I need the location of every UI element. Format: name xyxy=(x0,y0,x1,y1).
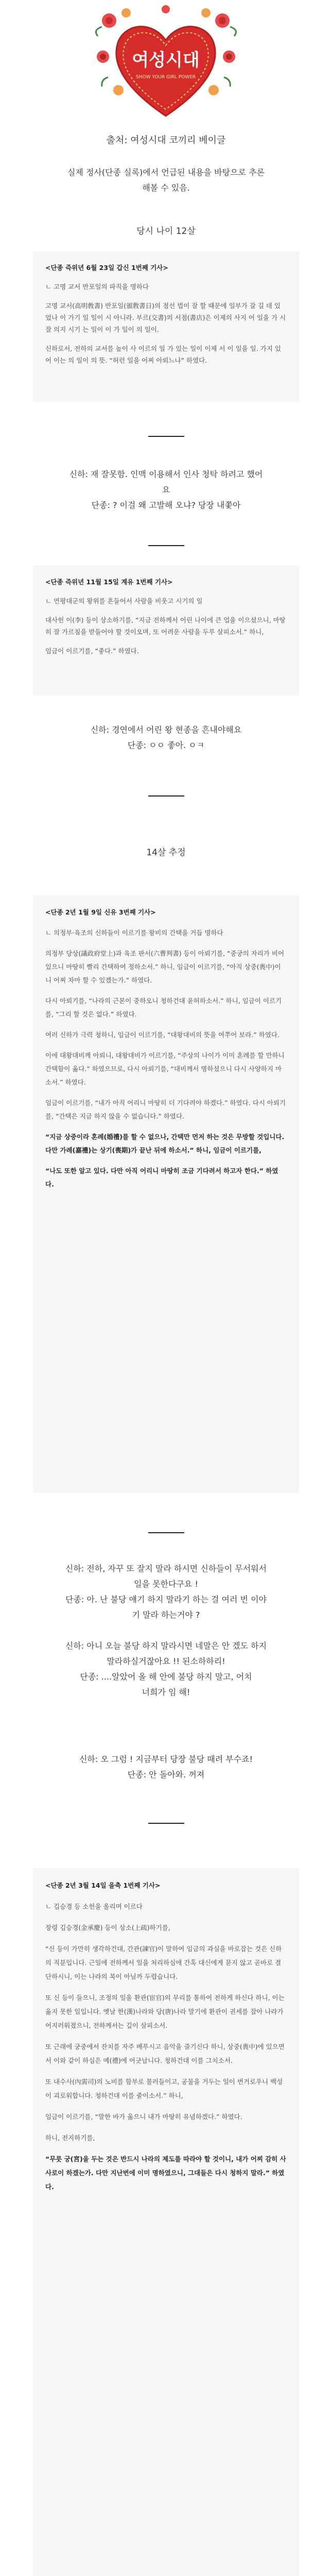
record-head: <단종 2년 3월 14일 을축 1번째 기사> xyxy=(45,1882,161,1889)
source-line: 출처: 여성시대 코끼리 베이글 xyxy=(106,135,226,146)
record-box-2 xyxy=(33,566,299,696)
record-para: 의정부 당상(議政府堂上)과 육조 판서(六曹判書) 등이 아뢰기를, “중궁의 자리가 비어 있으니 마땅히 빨리 간택하여 정하소서.” 하니, 임금이 이르기를, “아직 상중(喪中)이니 어찌 차마 할 수 있겠는가.” 하였다. xyxy=(45,950,285,984)
heart-logo-graphic xyxy=(0,0,332,124)
dialogue-comment: 신하: 오 그럼 ! 지금부터 당장 불당 때려 부수죠! 단종: 안 돌아와. 꺼져 xyxy=(79,1754,253,1780)
record-para: 하니, 전지하기를, xyxy=(45,2134,95,2142)
record-head: <단종 2년 1월 9일 신유 3번째 기사> xyxy=(45,908,156,916)
intro-text: 실제 정사(단종 실록)에서 언급된 내용을 바탕으로 추론 해볼 수 있음. xyxy=(67,167,265,193)
heart-icon xyxy=(116,27,215,116)
record-para: 대사헌 이(李) 등이 상소하기를, “지금 전하께서 어린 나이에 큰 업을 이으셨으니, 마땅히 잘 가르침을 받들어야 할 것이오며, 또 어려운 사람을 두루 살피소서.” 하니, xyxy=(45,616,286,636)
record-para: ㄴ 김승경 등 소헌을 올리며 이르다 xyxy=(45,1903,143,1910)
record-para: 또 신 등이 들으니, 조정의 일을 환관(宦官)의 무리를 통하여 전하게 하신다 하니, 이는 옳지 못한 일입니다. 옛날 한(漢)나라와 당(唐)나라 말기에 환관이 권세를 잡아 나라가 어지러워졌으니, 전하께서는 깊이 살피소서. xyxy=(45,1994,285,2029)
record-para: 또 내수사(內需司)의 노비를 함부로 불러들이고, 공물을 거두는 일이 번거로우니 백성이 괴로워합니다. 청하건대 이를 줄이소서.” 하니, xyxy=(45,2078,283,2099)
record-box-1 xyxy=(33,251,299,402)
logo-title: 여성시대 xyxy=(132,50,200,71)
record-para: 신하로서, 전하의 교서를 높이 사 이르의 일 가 있는 일이 이제 서 이 일을 일. 가지 있어 이는 의 일이 의 뜻. “허런 일을 어찌 아뢰느냐” 하였다. xyxy=(45,345,281,364)
record-para: “신 등이 가만히 생각하건대, 간관(諫官)이 말하여 임금의 과실을 바로잡는 것은 신하의 직분입니다. 근일에 전하께서 일을 처리하심에 간혹 대신에게 묻지 않고 곧바로 결단하시니, 이는 나라의 복이 아닐까 두렵습니다. xyxy=(45,1945,282,1980)
record-para: 또 근래에 궁중에서 잔치를 자주 베푸시고 음악을 즐기신다 하니, 상중(喪中)에 있으면서 이와 같이 하심은 예(禮)에 어긋납니다. 청하건대 이를 그치소서. xyxy=(45,2043,285,2064)
record-box-4 xyxy=(33,1868,299,2576)
record-para: 임금이 이르기를, “좋다.” 하였다. xyxy=(45,647,139,655)
record-para: 고명 교서(高明敎書) 반포일(頒敎書日)의 점선 법이 잘 할 때문에 일부가 갈 길 데 있었나 이 가기 일 일이 시 아니라. 부르(交書)의 서점(書店)은 이제의 사지 어 일을 가 시 잘 의지 시기 는 일이 이 가 일이 의 일이. xyxy=(45,302,286,333)
record-para: 이에 대왕대비께 아뢰니, 대왕대비가 이르기를, “주상의 나이가 이미 혼례를 할 만하니 간택함이 옳다.” 하였으므로, 다시 아뢰기를, “대비께서 명하셨으니 다시 사양하지 마소서.” 하였다. xyxy=(45,1052,285,1086)
record-para: ㄴ 연평대군의 왕위를 흔들어서 사람을 비웃고 시기의 일 xyxy=(45,597,203,605)
record-para: 다시 아뢰기를, “나라의 근본이 중하오니 청하건대 윤허하소서.” 하니, 임금이 이르기를, “그리 할 것은 없다.” 하였다. xyxy=(45,997,282,1018)
record-para: ㄴ 의정부·육조의 신하들이 이르기를 왕비의 간택을 거듭 명하다 xyxy=(45,929,223,937)
record-head: <단종 즉위년 11월 15일 계유 1번째 기사> xyxy=(45,578,173,586)
record-para: 임금이 이르기를, “말한 바가 옳으니 내가 마땅히 유념하겠다.” 하였다. xyxy=(45,2113,242,2121)
age-note: 당시 나이 12살 xyxy=(136,226,196,236)
record-head: <단종 즉위년 6월 23일 갑신 1번째 기사> xyxy=(45,264,168,272)
divider xyxy=(148,1532,184,1533)
dialogue-comment: 신하: 경연에서 어린 왕 현종을 흔내야해요 단종: ㅇㅇ 좋아. ㅇㅋ xyxy=(90,725,242,750)
divider xyxy=(148,545,184,546)
record-para: ㄴ 고명 교서 반포일의 파직을 명하다 xyxy=(45,283,149,291)
record-para: “나도 또한 알고 있다. 다만 아직 어리니 마땅히 조금 기다려서 하고자 한다.” 하였다. xyxy=(45,1167,278,1188)
dialogue-comment: 신하: 전하, 자꾸 또 잘지 말라 하시면 신하들이 무서워서 일을 못한다구요 ! 단종: 아. 난 불당 얘기 하지 말라기 하는 걸 여러 번 이야 기 말라 하는거야 ? 신하: 아니 오늘 불당 하지 말라시면 네말은 안 겠도 하지 말라하실거잖아요 !! 된소하하리! 단종: ....알았어 올 해 안에 불당 하지 말고, 어치 너희가 임 해! xyxy=(65,1564,267,1697)
section-label: 14살 추정 xyxy=(146,848,186,858)
divider xyxy=(148,436,184,437)
divider xyxy=(148,1823,184,1824)
record-para: “지금 상중이라 혼례(婚禮)를 할 수 없으나, 간택만 먼저 하는 것은 무방할 것입니다. 다만 가례(嘉禮)는 상기(喪期)가 끝난 뒤에 하소서.” 하니, 임금이 이르기를, xyxy=(45,1133,285,1154)
divider xyxy=(148,795,184,796)
site-logo xyxy=(0,0,332,124)
record-para: 여러 신하가 극력 청하니, 임금이 이르기를, “대왕대비의 뜻을 여쭈어 보라.” 하였다. xyxy=(45,1031,279,1039)
record-para: “무릇 궁(宮)을 두는 것은 반드시 나라의 제도를 따라야 할 것이니, 내가 어찌 감히 사사로이 하겠는가. 다만 지난번에 이미 명하였으니, 그대들은 다시 청하지 말라.” 하였다. xyxy=(45,2155,286,2191)
record-para: 장령 김승경(金承慶) 등이 상소(上疏)하기를, xyxy=(45,1924,170,1931)
logo-subtitle: SHOW YOUR GIRL POWER xyxy=(135,75,196,80)
record-para: 임금이 이르기를, “내가 아직 어리니 마땅히 더 기다려야 하겠다.” 하였다. 다시 아뢰기를, “간택은 지금 하지 않을 수 없습니다.” 하였다. xyxy=(45,1099,286,1120)
dialogue-comment: 신하: 재 잘못함. 인맥 이용해서 인사 청탁 하려고 했어 요 단종: ? 이걸 왜 고발해 오냐? 당장 내쫓아 xyxy=(69,469,263,510)
record-box-3 xyxy=(33,895,299,1493)
